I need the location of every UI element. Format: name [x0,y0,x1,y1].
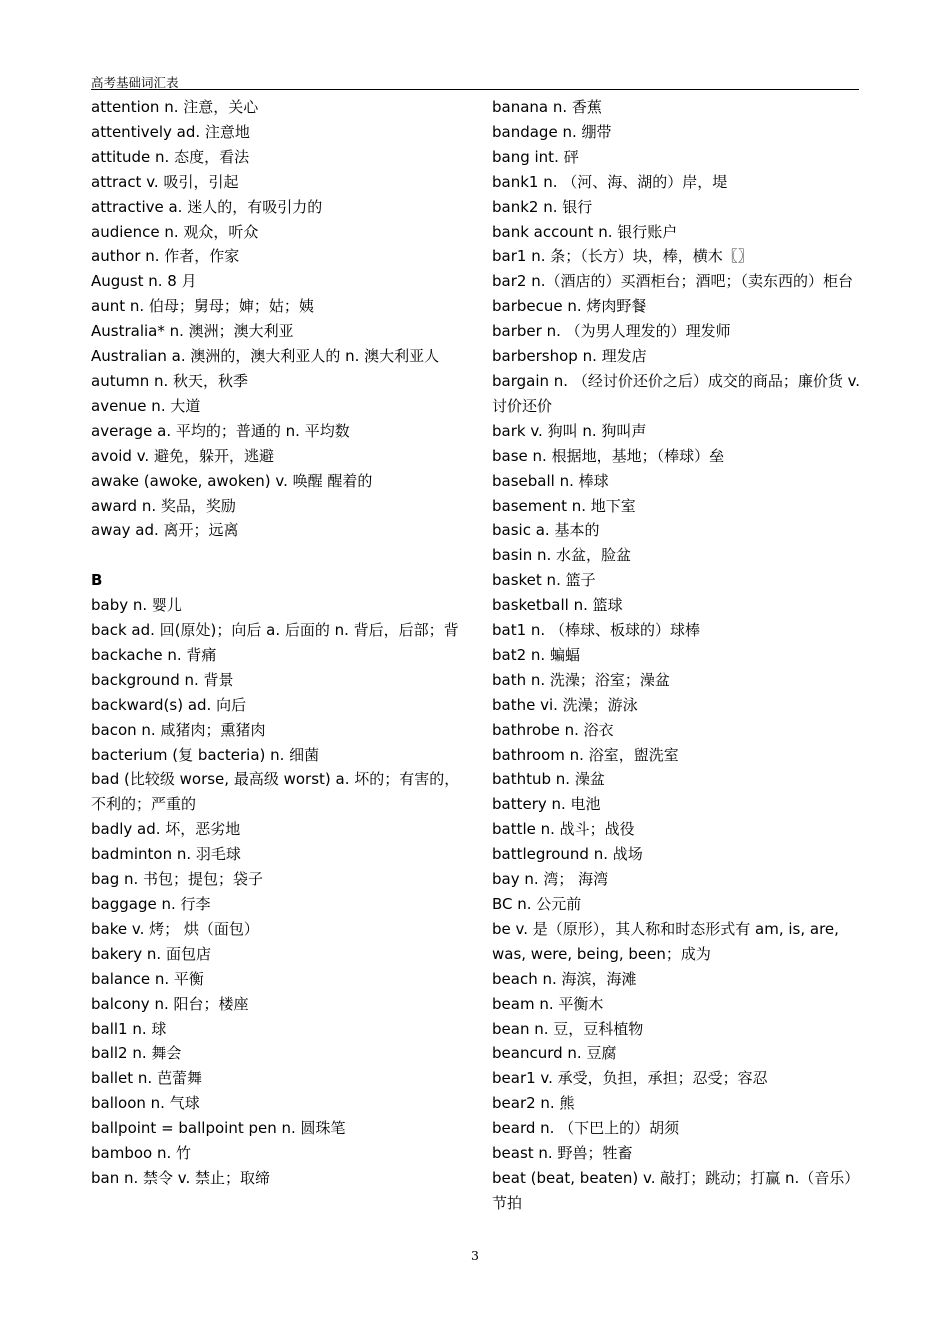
vocab-entry: average a. 平均的；普通的 n. 平均数 [91,421,350,440]
vocab-entry: bargain n. （经讨价还价之后）成交的商品；廉价货 v. 讨价还价 [492,371,861,415]
vocab-entry: barber n. （为男人理发的）理发师 [492,322,731,341]
vocab-entry: banana n. 香蕉 [492,98,602,116]
vocab-entry: barbecue n. 烤肉野餐 [492,297,647,316]
vocab-entry: base n. 根据地，基地；（棒球）垒 [492,446,725,465]
vocab-entry: backache n. 背痛 [91,645,217,664]
vocab-entry: autumn n. 秋天，秋季 [91,371,249,390]
vocab-entry: ball1 n. 球 [91,1019,167,1038]
right-column [492,95,862,1216]
blank-line [91,543,463,568]
vocab-entry: bamboo n. 竹 [91,1144,192,1163]
vocab-entry: back ad. 回(原处)；向后 a. 后面的 n. 背后，后部；背 [91,621,459,640]
vocab-entry: beancurd n. 豆腐 [492,1044,617,1063]
vocab-entry: bank2 n. 银行 [492,197,593,216]
vocab-entry: beach n. 海滨，海滩 [492,969,637,988]
vocab-entry: bag n. 书包；提包；袋子 [91,870,264,889]
vocab-entry: basement n. 地下室 [492,496,636,515]
vocab-entry: bank account n. 银行账户 [492,222,678,241]
vocab-entry: badly ad. 坏，恶劣地 [91,820,241,839]
vocab-entry: attractive a. 迷人的，有吸引力的 [91,197,323,216]
vocab-entry: attitude n. 态度，看法 [91,147,250,166]
vocab-entry: attract v. 吸引，引起 [91,172,239,191]
vocab-entry: bark v. 狗叫 n. 狗叫声 [492,421,647,440]
vocab-entry: awake (awoke, awoken) v. 唤醒 醒着的 [91,471,373,490]
vocab-entry: audience n. 观众，听众 [91,222,259,241]
vocab-entry: baseball n. 棒球 [492,471,609,490]
vocab-entry: ban n. 禁令 v. 禁止；取缔 [91,1168,271,1187]
vocab-entry: bean n. 豆，豆科植物 [492,1019,644,1038]
vocab-entry: BC n. 公元前 [492,895,582,913]
vocab-entry: Australian a. 澳洲的，澳大利亚人的 n. 澳大利亚人 [91,347,440,366]
vocab-entry: bathtub n. 澡盆 [492,770,605,789]
vocab-entry: ballet n. 芭蕾舞 [91,1069,202,1088]
vocab-entry: baggage n. 行李 [91,894,211,913]
vocab-entry: bar2 n.（酒店的）买酒柜台；酒吧；（卖东西的）柜台 [492,272,853,291]
vocab-entry: beat (beat, beaten) v. 敲打；跳动；打赢 n.（音乐）节拍 [492,1168,860,1212]
vocab-entry: August n. 8 月 [91,272,197,291]
vocab-entry: basin n. 水盆，脸盆 [492,546,632,565]
vocab-entry: background n. 背景 [91,670,234,689]
page-header [91,72,859,90]
vocab-entry: bear1 v. 承受，负担，承担；忍受；容忍 [492,1069,768,1088]
vocab-entry: award n. 奖品，奖励 [91,496,236,515]
vocab-entry: bat1 n. （棒球、板球的）球棒 [492,621,700,640]
vocab-entry: attentively ad. 注意地 [91,122,250,141]
vocab-entry: bandage n. 绷带 [492,122,612,141]
vocab-entry: author n. 作者，作家 [91,247,240,266]
vocab-entry: barbershop n. 理发店 [492,347,647,366]
vocab-entry: bear2 n. 熊 [492,1094,575,1113]
vocab-entry: avoid v. 避免，躲开，逃避 [91,446,274,465]
vocab-entry: basket n. 篮子 [492,571,596,590]
section-letter: B [91,571,103,590]
vocab-entry: basic a. 基本的 [492,521,600,540]
vocab-entry: beam n. 平衡木 [492,994,604,1013]
vocab-entry: bathe vi. 洗澡；游泳 [492,695,638,714]
vocab-entry: aunt n. 伯母；舅母；婶；姑；姨 [91,297,314,316]
vocab-entry: bat2 n. 蝙蝠 [492,645,580,664]
vocab-entry: balloon n. 气球 [91,1094,200,1113]
vocab-entry: bacterium (复 bacteria) n. 细菌 [91,745,320,764]
vocab-entry: bathrobe n. 浴衣 [492,720,614,739]
vocab-entry: bad (比较级 worse, 最高级 worst) a. 坏的；有害的，不利的；严重的 [91,770,460,814]
vocab-entry: away ad. 离开；远离 [91,521,239,540]
page-number: 3 [471,1248,479,1263]
vocab-entry: badminton n. 羽毛球 [91,845,241,864]
left-column [91,95,463,1191]
vocab-entry: backward(s) ad. 向后 [91,695,247,714]
vocab-entry: ball2 n. 舞会 [91,1044,182,1063]
vocab-entry: bakery n. 面包店 [91,944,211,963]
vocab-entry: battleground n. 战场 [492,845,643,864]
vocab-entry: beard n. （下巴上的）胡须 [492,1119,680,1138]
vocab-entry: bath n. 洗澡；浴室；澡盆 [492,670,670,689]
vocab-entry: bacon n. 咸猪肉；熏猪肉 [91,720,266,739]
header-title: 高考基础词汇表 [91,75,179,90]
vocab-entry: basketball n. 篮球 [492,596,623,615]
vocab-entry: bay n. 湾； 海湾 [492,870,609,889]
vocab-entry: avenue n. 大道 [91,396,201,415]
vocab-entry: battle n. 战斗；战役 [492,820,635,839]
vocab-entry: bathroom n. 浴室，盥洗室 [492,745,679,764]
vocab-entry: beast n. 野兽；牲畜 [492,1144,633,1163]
vocab-entry: battery n. 电池 [492,795,601,814]
vocab-entry: bake v. 烤； 烘（面包） [91,919,259,938]
vocab-entry: attention n. 注意，关心 [91,98,259,116]
vocab-entry: balance n. 平衡 [91,969,204,988]
vocab-entry: bank1 n. （河、海、湖的）岸，堤 [492,172,728,191]
vocab-entry: ballpoint = ballpoint pen n. 圆珠笔 [91,1119,346,1138]
vocab-entry: be v. 是（原形），其人称和时态形式有 am, is, are, was, were, being, been；成为 [492,919,839,963]
vocab-entry: baby n. 婴儿 [91,596,182,615]
vocab-entry: bar1 n. 条；（长方）块，棒，横木〖〗 [492,247,753,266]
vocab-entry: bang int. 砰 [492,147,579,166]
vocab-entry: Australia* n. 澳洲；澳大利亚 [91,322,294,341]
vocab-entry: balcony n. 阳台；楼座 [91,994,249,1013]
